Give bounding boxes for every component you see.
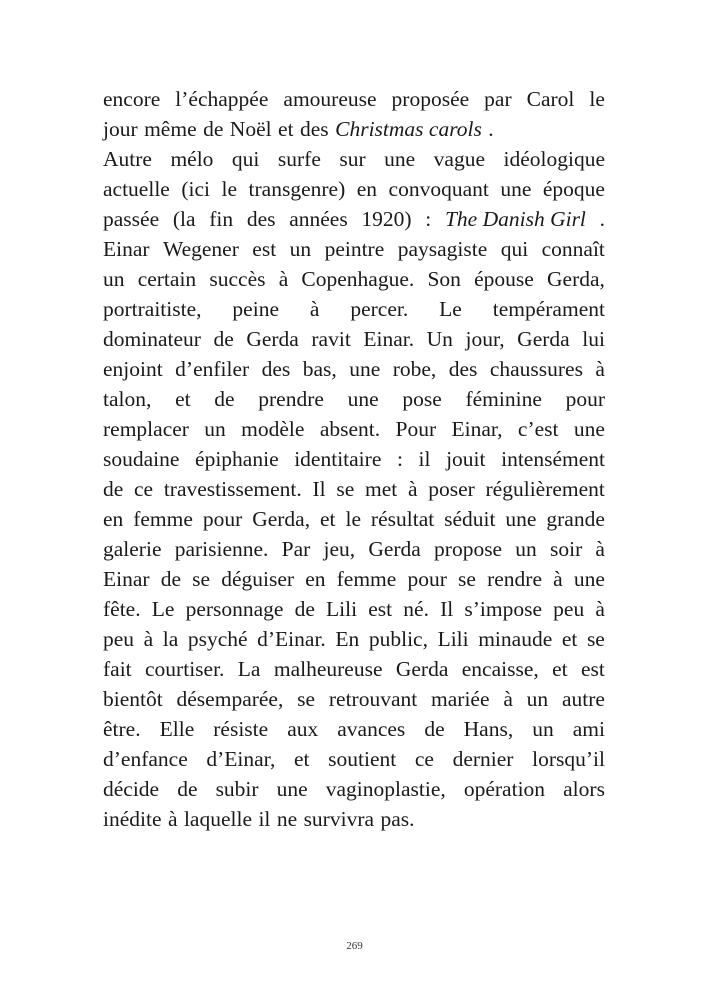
word: de xyxy=(213,327,234,351)
word: malheureuse xyxy=(273,657,383,681)
word: il xyxy=(258,807,271,831)
word: ravit xyxy=(311,327,351,351)
word: pour xyxy=(202,507,243,531)
word: Lili xyxy=(437,627,469,651)
word: décide xyxy=(103,777,160,801)
word: se xyxy=(297,687,316,711)
text-line xyxy=(103,354,605,384)
word: un xyxy=(526,687,549,711)
word: soutient xyxy=(328,747,397,771)
word: qui xyxy=(500,237,529,261)
word: le xyxy=(221,177,238,201)
word: (ici xyxy=(181,177,210,201)
word: c’est xyxy=(517,417,559,441)
text-line xyxy=(103,474,605,504)
word: un xyxy=(103,267,125,291)
word: se xyxy=(458,567,476,591)
word: poser xyxy=(428,477,475,501)
word: séduit xyxy=(444,507,496,531)
word: enjoint xyxy=(103,357,163,381)
word: à xyxy=(143,627,154,651)
word: d’enfiler xyxy=(175,357,250,381)
word: robe, xyxy=(392,357,437,381)
word: né. xyxy=(403,597,429,621)
word: convoquant xyxy=(388,177,489,201)
word: Gerda xyxy=(368,537,421,561)
word: s’impose xyxy=(464,597,543,621)
text-line xyxy=(103,114,605,144)
word: encore xyxy=(103,87,161,111)
word: mariée xyxy=(431,687,490,711)
word: en xyxy=(305,567,326,591)
word: alors xyxy=(563,777,605,801)
word: encaisse, xyxy=(461,657,539,681)
word: passée xyxy=(103,207,160,231)
word: à xyxy=(407,477,418,501)
word: est xyxy=(368,597,393,621)
text-line xyxy=(103,294,605,324)
word: soudaine xyxy=(103,447,180,471)
word: Elle xyxy=(159,717,195,741)
word: jour xyxy=(103,117,138,141)
word: pour xyxy=(565,387,605,411)
word: Lili xyxy=(326,597,358,621)
word: de xyxy=(424,717,445,741)
word: Einar, xyxy=(451,417,503,441)
word: un xyxy=(204,417,226,441)
text-line xyxy=(103,204,605,234)
word: désemparée, xyxy=(176,687,284,711)
word: grande xyxy=(546,507,605,531)
word: jeu, xyxy=(323,537,356,561)
word: fin xyxy=(209,207,234,231)
word: bientôt xyxy=(103,687,163,711)
text-line xyxy=(103,684,605,714)
word: qui xyxy=(231,147,260,171)
word: survivra xyxy=(303,807,375,831)
word: subir xyxy=(215,777,259,801)
word: Le xyxy=(151,597,175,621)
text-line xyxy=(103,594,605,624)
word: par xyxy=(484,87,512,111)
text-line xyxy=(103,264,605,294)
text-line xyxy=(103,564,605,594)
word: d’Einar. xyxy=(257,627,326,651)
word: une xyxy=(384,147,416,171)
text-line xyxy=(103,714,605,744)
word: . xyxy=(599,207,605,231)
word: avances xyxy=(337,717,406,741)
word: déguiser xyxy=(221,567,295,591)
word: de xyxy=(103,477,124,501)
word: à xyxy=(309,297,320,321)
word: féminine xyxy=(465,387,542,411)
word: certain xyxy=(137,267,197,291)
word: Hans, xyxy=(463,717,514,741)
word: de xyxy=(177,777,198,801)
word: laquelle xyxy=(183,807,252,831)
word: ami xyxy=(572,717,605,741)
word: Il xyxy=(440,597,454,621)
word: met xyxy=(364,477,398,501)
word: jouit xyxy=(446,447,486,471)
word: en xyxy=(356,177,378,201)
word: le xyxy=(345,507,361,531)
word: Un xyxy=(426,327,453,351)
word: et xyxy=(293,747,310,771)
text-line xyxy=(103,744,605,774)
word: Le xyxy=(439,297,462,321)
word: (la xyxy=(172,207,196,231)
word: pose xyxy=(402,387,442,411)
word: . xyxy=(488,117,494,141)
word: prendre xyxy=(258,387,324,411)
text-line xyxy=(103,174,605,204)
text-line xyxy=(103,384,605,414)
word: lui xyxy=(582,327,605,351)
word: résiste xyxy=(213,717,269,741)
word: modèle xyxy=(241,417,305,441)
word: proposée xyxy=(391,87,470,111)
word: ce xyxy=(134,477,154,501)
word: à xyxy=(167,807,178,831)
word: percer. xyxy=(350,297,409,321)
word: courtiser. xyxy=(145,657,225,681)
word: Copenhague. xyxy=(301,267,415,291)
word: jour, xyxy=(465,327,505,351)
word: identitaire xyxy=(294,447,382,471)
word: psyché xyxy=(187,627,248,651)
word: surfe xyxy=(277,147,321,171)
word: une xyxy=(276,777,308,801)
word: une xyxy=(573,567,605,591)
word: des xyxy=(300,117,329,141)
word: mélo xyxy=(170,147,214,171)
word: est xyxy=(252,237,277,261)
word: dominateur xyxy=(103,327,201,351)
word: Autre xyxy=(103,147,152,171)
word: être. xyxy=(103,717,141,741)
word: en xyxy=(103,507,124,531)
word: Gerda xyxy=(395,657,449,681)
word: des xyxy=(261,357,291,381)
word: Einar. xyxy=(363,327,415,351)
text-line xyxy=(103,234,605,264)
word: : xyxy=(396,447,403,471)
word: d’enfance xyxy=(103,747,188,771)
word: talon, xyxy=(103,387,152,411)
text-line xyxy=(103,84,605,114)
word: épiphanie xyxy=(195,447,279,471)
word: Gerda xyxy=(517,327,570,351)
word: travestissement. xyxy=(163,477,302,501)
word: Gerda xyxy=(246,327,299,351)
word: une xyxy=(505,507,537,531)
word: peu xyxy=(103,627,135,651)
word: fête. xyxy=(103,597,141,621)
text-line xyxy=(103,804,605,834)
word: époque xyxy=(542,177,605,201)
word: une xyxy=(500,177,532,201)
page-number: 269 xyxy=(346,940,363,952)
word: : xyxy=(425,207,432,231)
word: des xyxy=(246,207,276,231)
word: est xyxy=(581,657,605,681)
word: opération xyxy=(463,777,546,801)
word: fait xyxy=(103,657,132,681)
word: une xyxy=(347,387,379,411)
word: autre xyxy=(561,687,605,711)
word: le xyxy=(589,87,605,111)
text-line xyxy=(103,444,605,474)
body-text xyxy=(103,84,605,834)
word: et xyxy=(320,507,336,531)
word: années xyxy=(289,207,348,231)
word: intensément xyxy=(501,447,605,471)
word: public, xyxy=(368,627,428,651)
word: un xyxy=(532,717,554,741)
word: parisienne. xyxy=(174,537,269,561)
word: vague xyxy=(433,147,485,171)
word: chaussures xyxy=(489,357,583,381)
word: bas, xyxy=(302,357,337,381)
word: et xyxy=(278,117,294,141)
word: se xyxy=(192,567,211,591)
word: lorsqu’il xyxy=(532,747,605,771)
word: paysagiste xyxy=(397,237,488,261)
word: remplacer xyxy=(103,417,189,441)
word: La xyxy=(237,657,261,681)
word: à xyxy=(595,597,605,621)
word: sur xyxy=(339,147,366,171)
word: personnage xyxy=(185,597,284,621)
text-line xyxy=(103,774,605,804)
word: peintre xyxy=(324,237,385,261)
word: Gerda, xyxy=(547,267,605,291)
word: minaude xyxy=(478,627,553,651)
word: 1920) xyxy=(361,207,412,231)
word: Son xyxy=(427,267,461,291)
word: idéologique xyxy=(503,147,605,171)
word: épouse xyxy=(474,267,534,291)
word: aux xyxy=(287,717,319,741)
word: pas. xyxy=(380,807,415,831)
word: retrouvant xyxy=(328,687,418,711)
word: Wegener xyxy=(163,237,239,261)
text-line xyxy=(103,624,605,654)
word: galerie xyxy=(103,537,162,561)
word: d’Einar, xyxy=(206,747,276,771)
text-line xyxy=(103,414,605,444)
word: dernier xyxy=(452,747,514,771)
word: régulièrement xyxy=(485,477,605,501)
word: une xyxy=(349,357,381,381)
word: inédite xyxy=(103,807,162,831)
text-line xyxy=(103,654,605,684)
word: Carol xyxy=(526,87,575,111)
word: il xyxy=(418,447,431,471)
word: Einar xyxy=(103,237,150,261)
word: peu xyxy=(553,597,585,621)
word: se xyxy=(336,477,355,501)
italic-title: The Danish Girl xyxy=(444,207,586,231)
word: ne xyxy=(276,807,298,831)
word: de xyxy=(203,117,224,141)
word: Pour xyxy=(395,417,437,441)
word: vaginoplastie, xyxy=(325,777,446,801)
word: En xyxy=(335,627,360,651)
word: à xyxy=(278,267,289,291)
word: et xyxy=(175,387,191,411)
word: à xyxy=(595,537,605,561)
word: même xyxy=(144,117,197,141)
text-line xyxy=(103,504,605,534)
word: portraitiste, xyxy=(103,297,202,321)
word: de xyxy=(294,597,315,621)
word: à xyxy=(595,357,605,381)
word: femme xyxy=(133,507,193,531)
text-line xyxy=(103,144,605,174)
word: Einar xyxy=(103,567,150,591)
word: l’échappée xyxy=(175,87,269,111)
word: à xyxy=(503,687,513,711)
word: un xyxy=(289,237,312,261)
word: la xyxy=(162,627,179,651)
word: résultat xyxy=(370,507,435,531)
word: des xyxy=(448,357,478,381)
word: succès xyxy=(209,267,266,291)
word: propose xyxy=(434,537,503,561)
word: connaît xyxy=(541,237,605,261)
word: Noël xyxy=(229,117,272,141)
word: un xyxy=(515,537,537,561)
word: pour xyxy=(407,567,447,591)
word: à xyxy=(553,567,563,591)
word: et xyxy=(561,627,578,651)
word: peine xyxy=(232,297,279,321)
word: soir xyxy=(549,537,583,561)
text-line xyxy=(103,534,605,564)
word: Par xyxy=(281,537,311,561)
italic-title: Christmas carols xyxy=(335,117,482,141)
word: rendre xyxy=(487,567,542,591)
word: actuelle xyxy=(103,177,170,201)
word: amoureuse xyxy=(283,87,377,111)
word: et xyxy=(552,657,568,681)
word: de xyxy=(214,387,235,411)
word: tempérament xyxy=(492,297,605,321)
word: ce xyxy=(414,747,434,771)
word: transgenre) xyxy=(248,177,346,201)
word: de xyxy=(160,567,181,591)
word: Il xyxy=(312,477,326,501)
word: se xyxy=(586,627,605,651)
word: femme xyxy=(336,567,397,591)
word: absent. xyxy=(319,417,381,441)
text-line xyxy=(103,324,605,354)
word: une xyxy=(573,417,605,441)
word: Gerda, xyxy=(252,507,311,531)
